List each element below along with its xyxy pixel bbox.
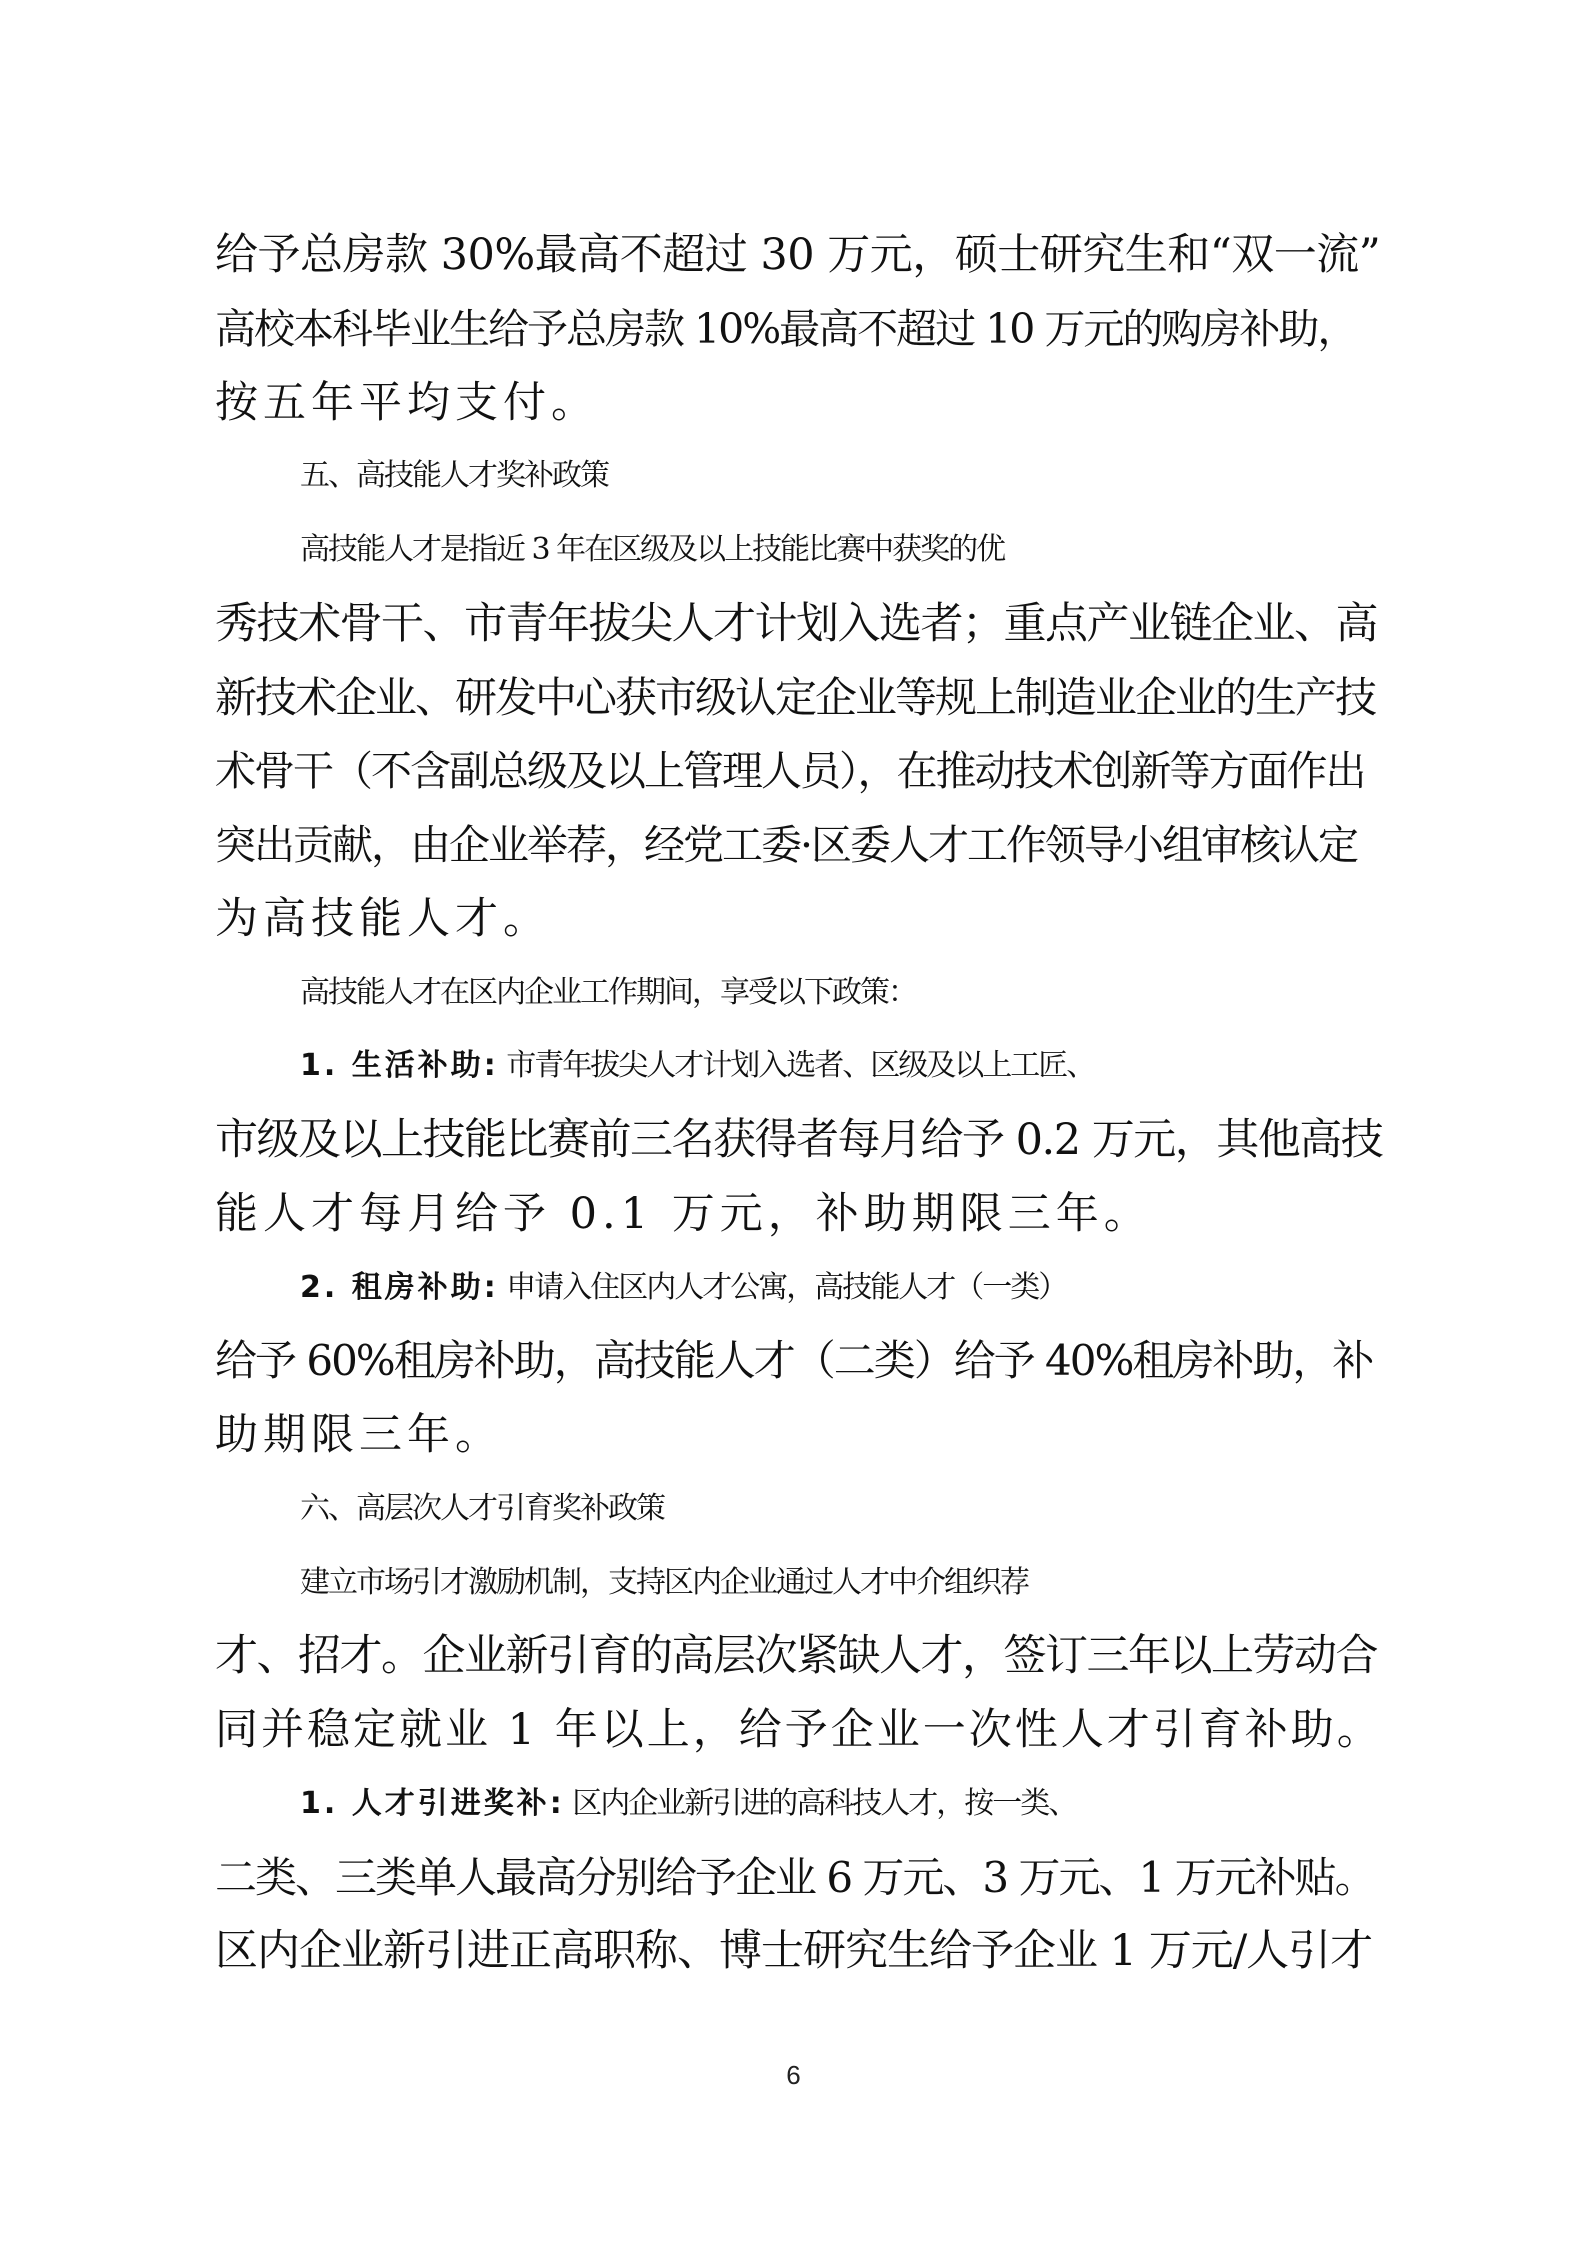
section-heading: 五、高技能人才奖补政策 [300, 458, 608, 493]
page-number: 6 [786, 2060, 801, 2090]
body-line: 能人才每月给予 0.1 万元，补助期限三年。 [215, 1189, 1152, 1239]
body-line: 新技术企业、研发中心获市级认定企业等规上制造业企业的生产技 [215, 673, 1376, 722]
body-line: 区内企业新引进正高职称、博士研究生给予企业 1 万元/人引才 [215, 1926, 1373, 1976]
body-line: 术骨干（不含副总级及以上管理人员），在推动技术创新等方面作出 [215, 747, 1365, 795]
body-line: 为高技能人才。 [215, 894, 551, 944]
subsection-line: 2. 租房补助: 申请入住区内人才公寓，高技能人才（一类） [300, 1270, 1067, 1305]
subsection-line: 1. 人才引进奖补: 区内企业新引进的高科技人才，按一类、 [300, 1786, 1077, 1821]
subsection-line: 1. 生活补助: 市青年拔尖人才计划入选者、区级及以上工匠、 [300, 1048, 1095, 1083]
body-line: 同并稳定就业 1 年以上，给予企业一次性人才引育补助。 [215, 1705, 1383, 1755]
section-heading: 六、高层次人才引育奖补政策 [300, 1491, 664, 1526]
body-line: 给予总房款 30%最高不超过 30 万元，硕士研究生和“双一流” [215, 230, 1381, 280]
body-line: 二类、三类单人最高分别给予企业 6 万元、3 万元、1 万元补贴。 [215, 1853, 1375, 1902]
body-line: 高技能人才在区内企业工作期间，享受以下政策： [300, 975, 916, 1010]
body-line: 给予 60%租房补助，高技能人才（二类）给予 40%租房补助，补 [215, 1336, 1373, 1385]
subsection-lead: 2. 租房补助: [300, 1270, 499, 1305]
body-line: 建立市场引才激励机制，支持区内企业通过人才中介组织荐 [300, 1565, 1028, 1600]
body-line: 助期限三年。 [215, 1410, 503, 1460]
body-line: 高技能人才是指近 3 年在区级及以上技能比赛中获奖的优 [300, 532, 1005, 567]
body-line: 按五年平均支付。 [215, 378, 599, 428]
body-line: 市级及以上技能比赛前三名获得者每月给予 0.2 万元，其他高技 [215, 1115, 1383, 1165]
subsection-lead: 1. 人才引进奖补: [300, 1786, 565, 1821]
body-line: 高校本科毕业生给予总房款 10%最高不超过 10 万元的购房补助， [215, 305, 1357, 353]
body-line: 突出贡献，由企业举荐，经党工委·区委人才工作领导小组审核认定 [215, 821, 1358, 869]
subsection-lead: 1. 生活补助: [300, 1048, 499, 1083]
body-line: 才、招才。企业新引育的高层次紧缺人才，签订三年以上劳动合 [215, 1631, 1377, 1681]
body-line: 秀技术骨干、市青年拔尖人才计划入选者；重点产业链企业、高 [215, 599, 1377, 649]
